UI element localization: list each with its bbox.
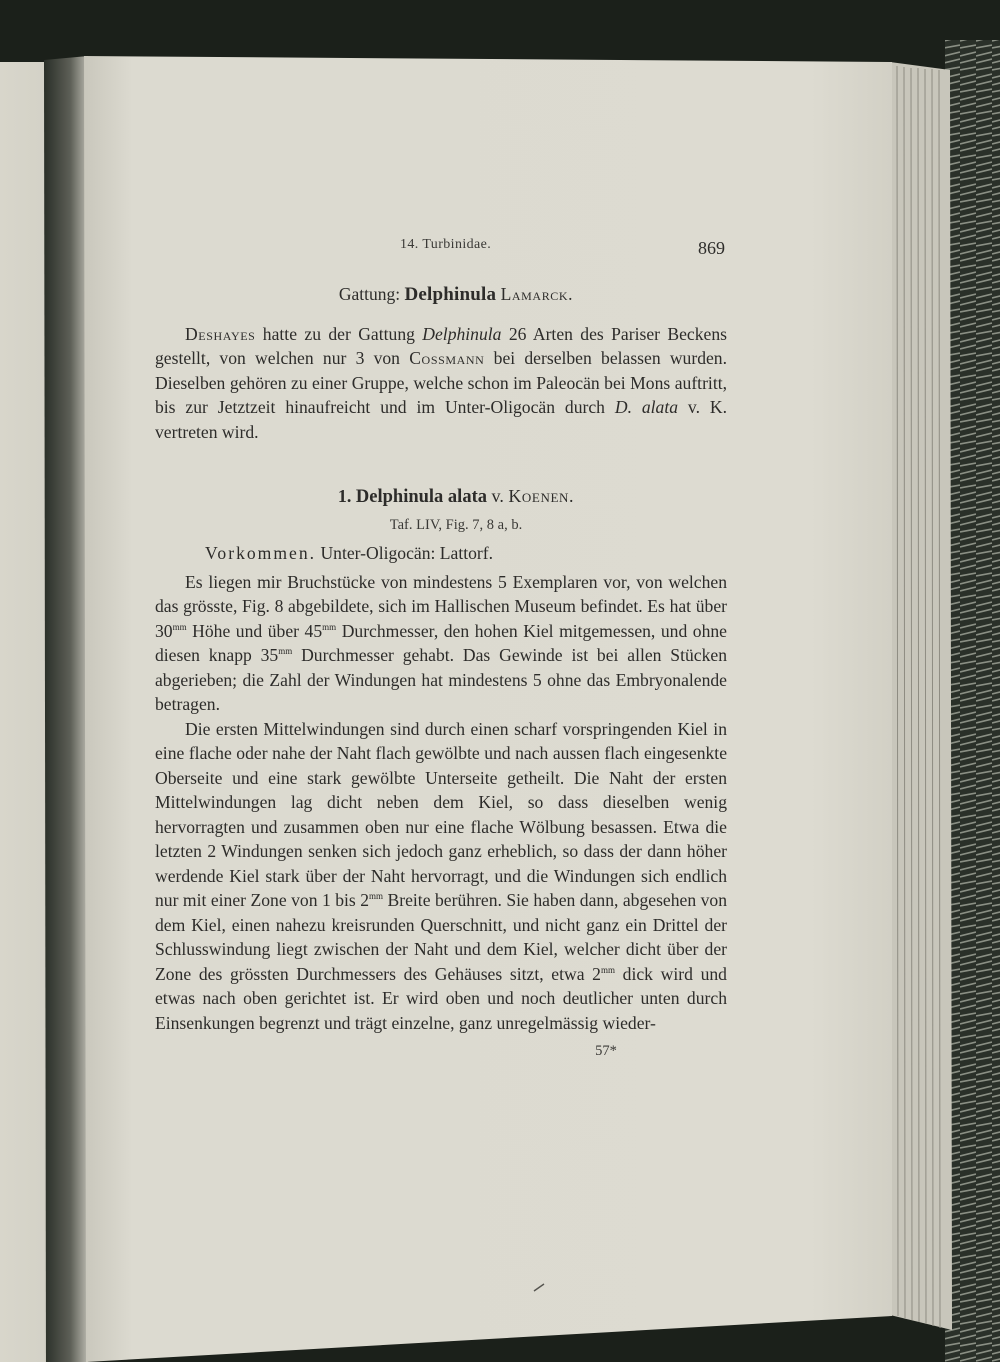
species-name: Delphinula alata	[355, 487, 487, 507]
taxon-name: D. alata	[614, 397, 679, 417]
occurrence-line	[155, 541, 727, 566]
text-run: dick wird und etwas nach oben gerichtet ist. Er wird oben und noch deutlicher unten durch Einsenkungen begrenzt und trägt einzelne, ganz unregelmässig wieder-	[155, 963, 727, 1033]
occurrence-label: Vorkommen.	[205, 543, 317, 563]
intro-paragraph	[155, 322, 727, 445]
page-header	[155, 230, 727, 264]
author-name: Deshayes	[185, 323, 256, 344]
text-run: Durchmesser gehabt. Das Gewinde ist bei allen Stücken abgerieben; die Zahl der Windungen hat mindestens 5 ohne das Embryonalende betragen.	[155, 645, 727, 714]
species-number: 1.	[337, 486, 352, 506]
description-paragraph-2	[155, 717, 727, 1036]
page-text	[155, 230, 727, 1064]
description-paragraph-1	[155, 570, 727, 717]
text-run: Breite berühren. Sie haben dann, abgesehen von dem Kiel, einen nahezu kreisrunden Querschnitt, und nicht ganz ein Drittel der Schlusswindung liegt zwischen der Naht und dem Kiel, welcher dicht über der Zone des grössten Durchmessers des Gehäuses sitzt, etwa 2	[155, 890, 727, 984]
signature-mark: 57*	[595, 1043, 617, 1059]
text-run: Durchmesser, den hohen Kiel mitgemessen, und ohne diesen knapp 35	[155, 620, 727, 665]
unit-mm: mm	[322, 621, 337, 632]
occurrence-text: Unter-Oligocän: Lattorf.	[316, 543, 494, 563]
genus-name: Delphinula	[404, 284, 497, 305]
text-run: Es liegen mir Bruchstücke von mindestens 5 Exemplaren vor, von welchen das grösste, Fig. 8 abgebildete, sich im Hallischen Museum befindet. Es hat über 30	[155, 571, 727, 641]
unit-mm: mm	[278, 646, 293, 657]
text-run: v. K. vertreten wird.	[155, 397, 727, 442]
species-heading	[155, 484, 727, 510]
species-author: Koenen.	[508, 486, 575, 506]
author-name: Cossmann	[409, 348, 485, 368]
running-head: 14. Turbinidae.	[400, 237, 492, 252]
taxon-name: Delphinula	[422, 323, 502, 344]
genus-prefix: Gattung:	[338, 284, 401, 304]
unit-mm: mm	[600, 964, 615, 975]
genus-heading	[155, 282, 727, 308]
page-number: 869	[698, 238, 725, 258]
plate-reference: Taf. LIV, Fig. 7, 8 a, b.	[389, 516, 523, 533]
text-run: bei derselben belassen wurden. Dieselben gehören zu einer Gruppe, welche schon im Paleocän bei Mons auftritt, bis zur Jetztzeit hinaufreicht und im Unter-Oligocän durch	[155, 348, 728, 417]
genus-author: Lamarck.	[500, 284, 574, 304]
text-run: Höhe und über 45	[186, 620, 323, 641]
text-run: hatte zu der Gattung	[255, 323, 423, 344]
unit-mm: mm	[172, 621, 187, 632]
text-run: Die ersten Mittelwindungen sind durch einen scharf vorspringenden Kiel in eine flache oder nahe der Naht flach gewölbte und nach aussen flach eingesenkte Oberseite und eine stark gewölbte Unterseite getheilt. Die Naht der ersten Mittelwindungen lag dicht neben dem Kiel, so dass dieselben wenig hervorragten und zusammen oben nur eine flache Wölbung besassen. Etwa die letzten 2 Windungen senken sich jedoch ganz erheblich, so dass der dann höher werdende Kiel stark über der Naht hervorragt, und die Windungen sich endlich nur mit einer Zone von 1 bis 2	[155, 718, 727, 910]
text-run: 26 Arten des Pariser Beckens gestellt, von welchen nur 3 von	[155, 323, 727, 368]
unit-mm: mm	[369, 891, 384, 902]
species-author-prefix: v.	[491, 486, 504, 506]
